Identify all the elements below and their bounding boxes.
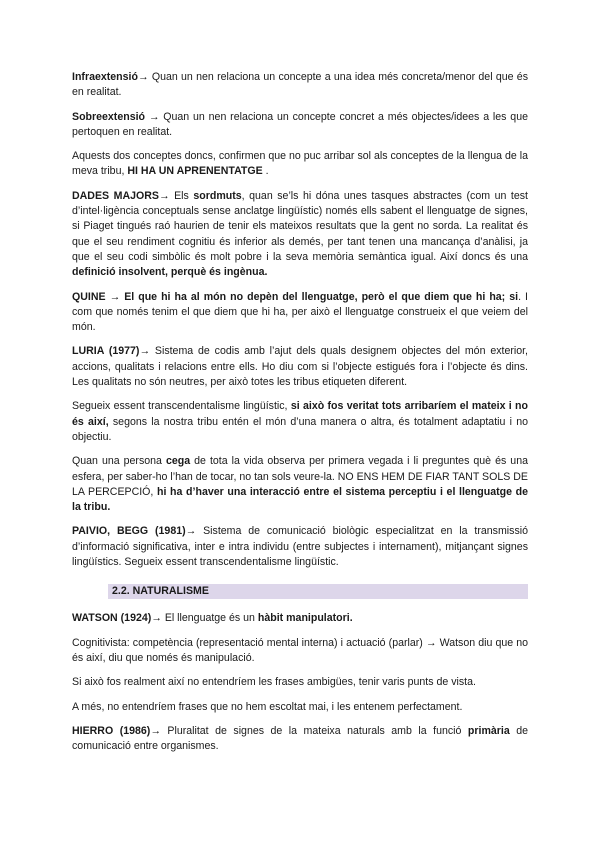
text-run: , quan se’ls hi dóna unes tasques abstractes (com un test d’intel·ligència conceptuals sense anclatge lingüístic) només ells sabent el llenguatge de signes, si Piaget tingués raó haurien de tenir els mateixos resultats que la gent no sorda. La realitat és que el seu rendiment cognitiu és inferior als demés, per tant tenen una mancança d’anàlisi, ja que el seu codi simbòlic és molt pobre i la seva memòria semàntica igual. Així doncs és una bbox=[72, 189, 528, 263]
text-run: → El llenguatge és un bbox=[151, 612, 258, 625]
text-run: de tota la vida observa per primera vegada i li preguntes què és una esfera, per saber-ho l’han de tocar, no tan sols veure-la. NO ENS HEM DE FIAR TANT SOLS DE LA PERCEPCIÓ, bbox=[72, 455, 528, 498]
bold-text-run: LURIA (1977) bbox=[72, 345, 140, 358]
bold-text-run: DADES MAJORS bbox=[72, 189, 159, 202]
bold-text-run: PAIVIO, BEGG (1981) bbox=[72, 525, 186, 538]
paragraph bbox=[72, 611, 528, 626]
bold-text-run: QUINE → El que hi ha al món no depèn del llenguatge, però el que diem que hi ha; si bbox=[72, 290, 519, 303]
bold-text-run: Sobreextensió bbox=[72, 110, 146, 123]
bold-text-run: WATSON (1924) bbox=[72, 612, 152, 625]
paragraph bbox=[72, 724, 528, 755]
paragraph bbox=[72, 70, 528, 101]
text-run: de comunicació entre organismes. bbox=[72, 724, 528, 753]
section-heading: 2.2. NATURALISME bbox=[108, 584, 528, 599]
text-run: segons la nostra tribu entén el món d’una manera o altra, és totalment adaptatiu i no objectiu. bbox=[72, 415, 528, 443]
bold-text-run: sordmuts bbox=[193, 189, 242, 202]
text-run: Quan una persona bbox=[72, 455, 166, 468]
paragraph bbox=[72, 675, 528, 690]
paragraph bbox=[72, 700, 528, 715]
text-run: Aquests dos conceptes doncs, confirmen que no puc arribar sol als conceptes de la llengua de la meva tribu, bbox=[72, 150, 528, 178]
bold-text-run: HIERRO (1986) bbox=[72, 724, 151, 737]
bold-text-run: hàbit manipulatori. bbox=[257, 612, 353, 625]
text-run: Segueix essent transcendentalisme lingüístic, bbox=[72, 400, 291, 413]
text-run: → Quan un nen relaciona un concepte concret a més objectes/idees a les que pertoquen en realitat. bbox=[72, 110, 528, 138]
text-run: . bbox=[262, 165, 269, 178]
bold-text-run: definició insolvent, perquè és ingènua. bbox=[72, 266, 268, 279]
text-run: A més, no entendríem frases que no hem escoltat mai, i les entenem perfectament. bbox=[72, 700, 463, 713]
bold-text-run: primària bbox=[467, 724, 510, 737]
paragraph-group-before-heading bbox=[72, 70, 528, 570]
paragraph bbox=[72, 524, 528, 570]
bold-text-run: hi ha d’haver una interacció entre el sistema perceptiu i el llenguatge de la tribu. bbox=[72, 485, 528, 514]
bold-text-run: Infraextensió bbox=[72, 71, 138, 83]
text-run: . I com que només tenim el que diem que hi ha, per això el llenguatge construeix el que veiem del món. bbox=[72, 290, 528, 334]
bold-text-run: si això fos veritat tots arribaríem el mateix i no és així, bbox=[72, 400, 528, 428]
text-run: Si això fos realment així no entendríem les frases ambigües, tenir varis punts de vista. bbox=[72, 676, 476, 689]
text-run: → Sistema de codis amb l’ajut dels quals designem objectes del món exterior, accions, qualitats i relacions entre ells. Ho diu com si l’objecte estigués fora i l’objecte és dins. Les qualitats no són neutres, per això totes les tribus etiqueten diferent. bbox=[72, 345, 528, 389]
paragraph-group-after-heading bbox=[72, 611, 528, 754]
text-run: → Quan un nen relaciona un concepte a una idea més concreta/menor del que és en realitat. bbox=[72, 71, 528, 99]
paragraph bbox=[72, 344, 528, 390]
bold-text-run: cega bbox=[165, 455, 191, 468]
paragraph bbox=[72, 110, 528, 141]
text-run: → Pluralitat de signes de la mateixa naturals amb la funció bbox=[150, 724, 468, 737]
paragraph bbox=[72, 290, 528, 336]
paragraph bbox=[72, 399, 528, 445]
paragraph bbox=[72, 636, 528, 667]
text-run: Cognitivista: competència (representació mental interna) i actuació (parlar) → Watson diu que no és així, diu que només és manipulació. bbox=[72, 636, 528, 664]
paragraph bbox=[72, 454, 528, 515]
text-run: → Sistema de comunicació biològic especialitzat en la transmissió d’informació significativa, inter e intra individu (entre subjectes i internament), mitjançant signes lingüístics. Segueix essent transcendentalisme lingüístic. bbox=[72, 525, 528, 569]
document-body bbox=[72, 70, 528, 763]
text-run: → Els bbox=[158, 189, 194, 202]
paragraph bbox=[72, 189, 528, 281]
paragraph bbox=[72, 149, 528, 180]
bold-text-run: HI HA UN APRENENTATGE bbox=[127, 165, 263, 178]
